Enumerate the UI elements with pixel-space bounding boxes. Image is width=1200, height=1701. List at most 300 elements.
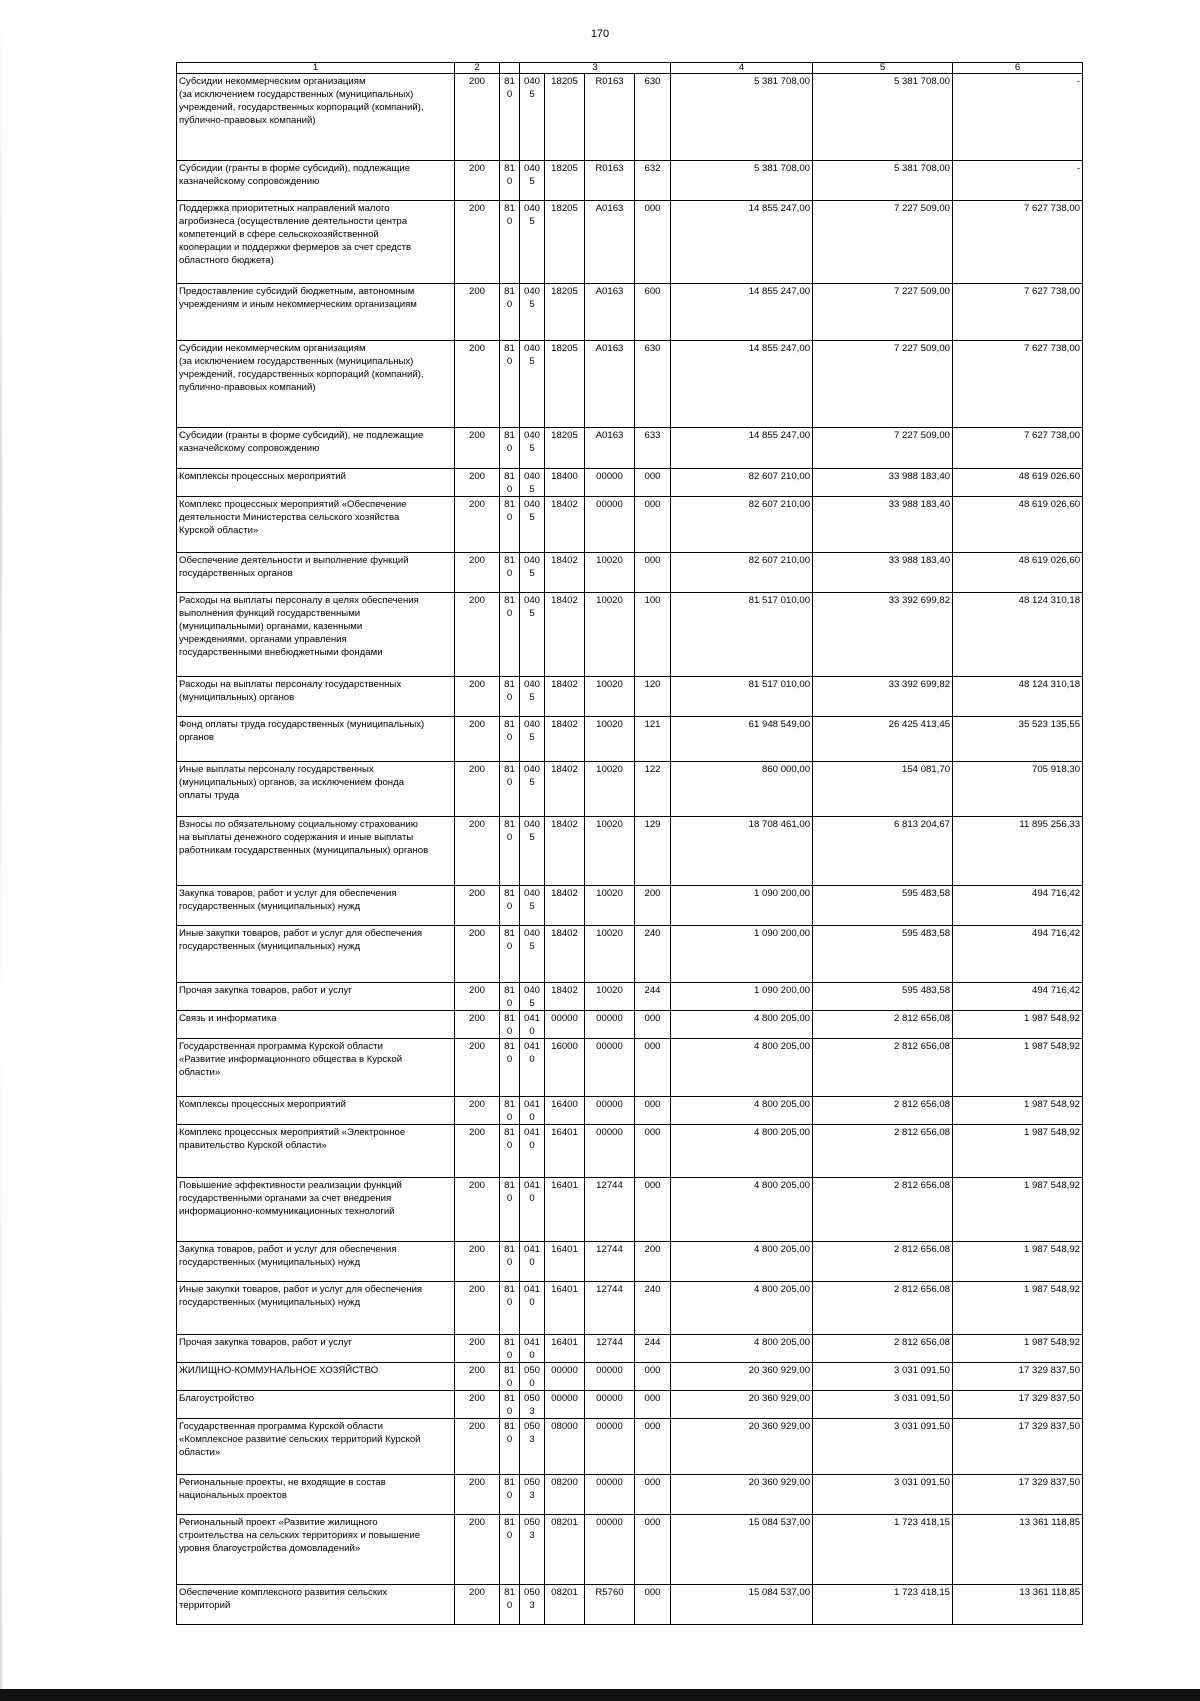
section-code: 0405 bbox=[520, 926, 545, 983]
amount-col5: 2 812 656,08 bbox=[813, 1178, 953, 1242]
program-code: 18402 bbox=[545, 762, 585, 817]
program-code: 18400 bbox=[545, 469, 585, 497]
direction-code: 12744 bbox=[585, 1282, 635, 1335]
expense-type-code: 000 bbox=[635, 497, 671, 553]
col2-code: 200 bbox=[455, 1419, 500, 1475]
direction-code: A0163 bbox=[585, 284, 635, 341]
expense-type-code: 000 bbox=[635, 553, 671, 593]
program-code: 00000 bbox=[545, 1363, 585, 1391]
table-row bbox=[177, 1419, 1083, 1475]
row-name: Повышение эффективности реализации функций государственными органами за счет внедрения информационно-коммуникационных технологий bbox=[177, 1178, 455, 1242]
amount-col4: 82 607 210,00 bbox=[671, 553, 813, 593]
table-row bbox=[177, 553, 1083, 593]
amount-col6: 17 329 837,50 bbox=[953, 1391, 1083, 1419]
amount-col4: 15 084 537,00 bbox=[671, 1515, 813, 1585]
amount-col5: 5 381 708,00 bbox=[813, 161, 953, 201]
amount-col6: 705 918,30 bbox=[953, 762, 1083, 817]
amount-col6: 48 124 310,18 bbox=[953, 593, 1083, 677]
program-code: 18402 bbox=[545, 677, 585, 717]
expense-type-code: 633 bbox=[635, 428, 671, 469]
row-name: Предоставление субсидий бюджетным, автономным учреждениям и иным некоммерческим организациям bbox=[177, 284, 455, 341]
program-code: 16000 bbox=[545, 1039, 585, 1097]
scan-left-edge bbox=[0, 0, 2, 1701]
program-code: 18402 bbox=[545, 717, 585, 762]
amount-col6: 1 987 548,92 bbox=[953, 1039, 1083, 1097]
amount-col4: 18 708 461,00 bbox=[671, 817, 813, 886]
col2-code: 200 bbox=[455, 1475, 500, 1515]
col2-code: 200 bbox=[455, 341, 500, 428]
program-code: 18402 bbox=[545, 983, 585, 1011]
amount-col4: 1 090 200,00 bbox=[671, 983, 813, 1011]
expense-type-code: 000 bbox=[635, 201, 671, 284]
expense-type-code: 240 bbox=[635, 926, 671, 983]
gov-code: 810 bbox=[500, 983, 520, 1011]
direction-code: 10020 bbox=[585, 886, 635, 926]
table-row bbox=[177, 1125, 1083, 1178]
amount-col4: 4 800 205,00 bbox=[671, 1097, 813, 1125]
table-row bbox=[177, 1282, 1083, 1335]
amount-col4: 4 800 205,00 bbox=[671, 1039, 813, 1097]
table-row bbox=[177, 1363, 1083, 1391]
section-code: 0503 bbox=[520, 1515, 545, 1585]
amount-col5: 26 425 413,45 bbox=[813, 717, 953, 762]
section-code: 0405 bbox=[520, 428, 545, 469]
program-code: 08201 bbox=[545, 1585, 585, 1625]
section-code: 0405 bbox=[520, 677, 545, 717]
row-name: Региональные проекты, не входящие в состав национальных проектов bbox=[177, 1475, 455, 1515]
row-name: Благоустройство bbox=[177, 1391, 455, 1419]
table-row bbox=[177, 201, 1083, 284]
direction-code: 10020 bbox=[585, 983, 635, 1011]
program-code: 18205 bbox=[545, 74, 585, 161]
scan-bottom-bar bbox=[0, 1689, 1200, 1701]
col2-code: 200 bbox=[455, 926, 500, 983]
amount-col5: 1 723 418,15 bbox=[813, 1585, 953, 1625]
gov-code: 810 bbox=[500, 677, 520, 717]
gov-code: 810 bbox=[500, 1039, 520, 1097]
row-name: Фонд оплаты труда государственных (муниципальных) органов bbox=[177, 717, 455, 762]
header-cell-1: 1 bbox=[177, 63, 455, 74]
col2-code: 200 bbox=[455, 677, 500, 717]
row-name: Обеспечение деятельности и выполнение функций государственных органов bbox=[177, 553, 455, 593]
table-row bbox=[177, 1515, 1083, 1585]
gov-code: 810 bbox=[500, 1011, 520, 1039]
amount-col4: 82 607 210,00 bbox=[671, 497, 813, 553]
col2-code: 200 bbox=[455, 886, 500, 926]
program-code: 16401 bbox=[545, 1242, 585, 1282]
expense-type-code: 000 bbox=[635, 1178, 671, 1242]
table-row bbox=[177, 284, 1083, 341]
table-row bbox=[177, 717, 1083, 762]
direction-code: A0163 bbox=[585, 428, 635, 469]
amount-col6: 1 987 548,92 bbox=[953, 1097, 1083, 1125]
direction-code: 00000 bbox=[585, 1125, 635, 1178]
table-row bbox=[177, 341, 1083, 428]
row-name: Обеспечение комплексного развития сельских территорий bbox=[177, 1585, 455, 1625]
expense-type-code: 100 bbox=[635, 593, 671, 677]
col2-code: 200 bbox=[455, 762, 500, 817]
expense-type-code: 000 bbox=[635, 1363, 671, 1391]
expense-type-code: 000 bbox=[635, 1585, 671, 1625]
amount-col6: 1 987 548,92 bbox=[953, 1242, 1083, 1282]
budget-table bbox=[176, 62, 1083, 1625]
section-code: 0503 bbox=[520, 1585, 545, 1625]
amount-col6: - bbox=[953, 161, 1083, 201]
row-name: ЖИЛИЩНО-КОММУНАЛЬНОЕ ХОЗЯЙСТВО bbox=[177, 1363, 455, 1391]
program-code: 16401 bbox=[545, 1282, 585, 1335]
row-name: Комплекс процессных мероприятий «Электронное правительство Курской области» bbox=[177, 1125, 455, 1178]
amount-col4: 81 517 010,00 bbox=[671, 677, 813, 717]
section-code: 0410 bbox=[520, 1242, 545, 1282]
row-name: Государственная программа Курской области «Развитие информационного общества в Курской области» bbox=[177, 1039, 455, 1097]
col2-code: 200 bbox=[455, 1039, 500, 1097]
amount-col5: 2 812 656,08 bbox=[813, 1242, 953, 1282]
amount-col4: 14 855 247,00 bbox=[671, 341, 813, 428]
section-code: 0410 bbox=[520, 1335, 545, 1363]
table-row bbox=[177, 593, 1083, 677]
expense-type-code: 000 bbox=[635, 1515, 671, 1585]
amount-col4: 15 084 537,00 bbox=[671, 1585, 813, 1625]
header-cell-2: 2 bbox=[455, 63, 500, 74]
direction-code: 00000 bbox=[585, 1391, 635, 1419]
amount-col6: 7 627 738,00 bbox=[953, 341, 1083, 428]
direction-code: 00000 bbox=[585, 1515, 635, 1585]
amount-col6: 494 716,42 bbox=[953, 983, 1083, 1011]
table-row bbox=[177, 469, 1083, 497]
row-name: Иные закупки товаров, работ и услуг для обеспечения государственных (муниципальных) нужд bbox=[177, 926, 455, 983]
gov-code: 810 bbox=[500, 1585, 520, 1625]
section-code: 0405 bbox=[520, 717, 545, 762]
direction-code: 10020 bbox=[585, 593, 635, 677]
amount-col6: 13 361 118,85 bbox=[953, 1515, 1083, 1585]
expense-type-code: 630 bbox=[635, 74, 671, 161]
gov-code: 810 bbox=[500, 1125, 520, 1178]
gov-code: 810 bbox=[500, 1419, 520, 1475]
gov-code: 810 bbox=[500, 553, 520, 593]
row-name: Взносы по обязательному социальному страхованию на выплаты денежного содержания и иные выплаты работникам государственных (муниципальных) органов bbox=[177, 817, 455, 886]
amount-col6: 1 987 548,92 bbox=[953, 1282, 1083, 1335]
amount-col5: 595 483,58 bbox=[813, 983, 953, 1011]
amount-col5: 3 031 091,50 bbox=[813, 1363, 953, 1391]
section-code: 0410 bbox=[520, 1125, 545, 1178]
amount-col6: 494 716,42 bbox=[953, 886, 1083, 926]
amount-col5: 6 813 204,67 bbox=[813, 817, 953, 886]
amount-col6: 494 716,42 bbox=[953, 926, 1083, 983]
amount-col6: 13 361 118,85 bbox=[953, 1585, 1083, 1625]
section-code: 0405 bbox=[520, 341, 545, 428]
gov-code: 810 bbox=[500, 593, 520, 677]
direction-code: R0163 bbox=[585, 74, 635, 161]
amount-col4: 4 800 205,00 bbox=[671, 1335, 813, 1363]
gov-code: 810 bbox=[500, 1242, 520, 1282]
section-code: 0405 bbox=[520, 497, 545, 553]
row-name: Субсидии (гранты в форме субсидий), не подлежащие казначейскому сопровождению bbox=[177, 428, 455, 469]
program-code: 18402 bbox=[545, 886, 585, 926]
amount-col6: 48 124 310,18 bbox=[953, 677, 1083, 717]
program-code: 18205 bbox=[545, 284, 585, 341]
gov-code: 810 bbox=[500, 497, 520, 553]
expense-type-code: 632 bbox=[635, 161, 671, 201]
amount-col6: 48 619 026,60 bbox=[953, 497, 1083, 553]
direction-code: 00000 bbox=[585, 497, 635, 553]
amount-col4: 1 090 200,00 bbox=[671, 926, 813, 983]
amount-col6: 48 619 026,60 bbox=[953, 553, 1083, 593]
direction-code: 10020 bbox=[585, 817, 635, 886]
direction-code: 10020 bbox=[585, 677, 635, 717]
header-cell-3: 3 bbox=[520, 63, 671, 74]
amount-col6: 17 329 837,50 bbox=[953, 1419, 1083, 1475]
gov-code: 810 bbox=[500, 469, 520, 497]
row-name: Поддержка приоритетных направлений малого агробизнеса (осуществление деятельности центра компетенций в сфере сельскохозяйственной кооперации и поддержки фермеров за счет средств областного бюджета) bbox=[177, 201, 455, 284]
direction-code: 10020 bbox=[585, 717, 635, 762]
section-code: 0405 bbox=[520, 74, 545, 161]
page-number: 170 bbox=[590, 28, 610, 40]
amount-col6: 17 329 837,50 bbox=[953, 1475, 1083, 1515]
amount-col4: 4 800 205,00 bbox=[671, 1178, 813, 1242]
amount-col5: 595 483,58 bbox=[813, 886, 953, 926]
amount-col4: 20 360 929,00 bbox=[671, 1475, 813, 1515]
amount-col4: 4 800 205,00 bbox=[671, 1125, 813, 1178]
section-code: 0410 bbox=[520, 1282, 545, 1335]
col2-code: 200 bbox=[455, 428, 500, 469]
program-code: 18205 bbox=[545, 428, 585, 469]
amount-col4: 4 800 205,00 bbox=[671, 1242, 813, 1282]
direction-code: A0163 bbox=[585, 201, 635, 284]
expense-type-code: 000 bbox=[635, 1475, 671, 1515]
expense-type-code: 244 bbox=[635, 983, 671, 1011]
amount-col6: 1 987 548,92 bbox=[953, 1335, 1083, 1363]
row-name: Расходы на выплаты персоналу государственных (муниципальных) органов bbox=[177, 677, 455, 717]
direction-code: 00000 bbox=[585, 469, 635, 497]
col2-code: 200 bbox=[455, 1011, 500, 1039]
gov-code: 810 bbox=[500, 341, 520, 428]
amount-col5: 2 812 656,08 bbox=[813, 1282, 953, 1335]
amount-col5: 33 988 183,40 bbox=[813, 469, 953, 497]
gov-code: 810 bbox=[500, 1391, 520, 1419]
gov-code: 810 bbox=[500, 1335, 520, 1363]
program-code: 08000 bbox=[545, 1419, 585, 1475]
row-name: Комплексы процессных мероприятий bbox=[177, 1097, 455, 1125]
amount-col4: 81 517 010,00 bbox=[671, 593, 813, 677]
amount-col5: 7 227 509,00 bbox=[813, 201, 953, 284]
amount-col6: 17 329 837,50 bbox=[953, 1363, 1083, 1391]
gov-code: 810 bbox=[500, 886, 520, 926]
amount-col5: 33 988 183,40 bbox=[813, 553, 953, 593]
budget-table-body bbox=[177, 63, 1083, 1625]
program-code: 16401 bbox=[545, 1125, 585, 1178]
section-code: 0405 bbox=[520, 284, 545, 341]
expense-type-code: 200 bbox=[635, 886, 671, 926]
direction-code: 12744 bbox=[585, 1178, 635, 1242]
table-row bbox=[177, 1097, 1083, 1125]
section-code: 0503 bbox=[520, 1419, 545, 1475]
amount-col6: 7 627 738,00 bbox=[953, 201, 1083, 284]
gov-code: 810 bbox=[500, 762, 520, 817]
col2-code: 200 bbox=[455, 1335, 500, 1363]
table-row bbox=[177, 161, 1083, 201]
section-code: 0405 bbox=[520, 593, 545, 677]
amount-col4: 14 855 247,00 bbox=[671, 201, 813, 284]
col2-code: 200 bbox=[455, 1242, 500, 1282]
program-code: 18402 bbox=[545, 817, 585, 886]
direction-code: 10020 bbox=[585, 553, 635, 593]
direction-code: 12744 bbox=[585, 1242, 635, 1282]
gov-code: 810 bbox=[500, 1475, 520, 1515]
col2-code: 200 bbox=[455, 1097, 500, 1125]
table-row bbox=[177, 1391, 1083, 1419]
direction-code: 00000 bbox=[585, 1475, 635, 1515]
col2-code: 200 bbox=[455, 1585, 500, 1625]
expense-type-code: 000 bbox=[635, 1125, 671, 1178]
program-code: 18205 bbox=[545, 161, 585, 201]
amount-col5: 3 031 091,50 bbox=[813, 1391, 953, 1419]
amount-col4: 860 000,00 bbox=[671, 762, 813, 817]
program-code: 16400 bbox=[545, 1097, 585, 1125]
amount-col5: 2 812 656,08 bbox=[813, 1335, 953, 1363]
amount-col5: 2 812 656,08 bbox=[813, 1125, 953, 1178]
direction-code: 00000 bbox=[585, 1039, 635, 1097]
section-code: 0410 bbox=[520, 1097, 545, 1125]
gov-code: 810 bbox=[500, 817, 520, 886]
amount-col4: 20 360 929,00 bbox=[671, 1363, 813, 1391]
table-row bbox=[177, 1178, 1083, 1242]
direction-code: 00000 bbox=[585, 1419, 635, 1475]
amount-col6: 7 627 738,00 bbox=[953, 284, 1083, 341]
expense-type-code: 122 bbox=[635, 762, 671, 817]
row-name: Региональный проект «Развитие жилищного строительства на сельских территориях и повышение уровня благоустройства домовладений» bbox=[177, 1515, 455, 1585]
col2-code: 200 bbox=[455, 717, 500, 762]
amount-col5: 33 392 699,82 bbox=[813, 677, 953, 717]
amount-col6: 1 987 548,92 bbox=[953, 1178, 1083, 1242]
row-name: Субсидии некоммерческим организациям (за исключением государственных (муниципальных) учреждений, государственных корпораций (компаний), публично-правовых компаний) bbox=[177, 341, 455, 428]
gov-code: 810 bbox=[500, 1097, 520, 1125]
amount-col5: 7 227 509,00 bbox=[813, 284, 953, 341]
header-cell-6: 6 bbox=[953, 63, 1083, 74]
col2-code: 200 bbox=[455, 1363, 500, 1391]
table-row bbox=[177, 817, 1083, 886]
section-code: 0410 bbox=[520, 1011, 545, 1039]
program-code: 18402 bbox=[545, 926, 585, 983]
section-code: 0410 bbox=[520, 1178, 545, 1242]
amount-col6: - bbox=[953, 74, 1083, 161]
table-row bbox=[177, 926, 1083, 983]
amount-col5: 2 812 656,08 bbox=[813, 1011, 953, 1039]
program-code: 18402 bbox=[545, 593, 585, 677]
program-code: 16401 bbox=[545, 1335, 585, 1363]
section-code: 0405 bbox=[520, 817, 545, 886]
amount-col5: 1 723 418,15 bbox=[813, 1515, 953, 1585]
program-code: 18205 bbox=[545, 341, 585, 428]
table-row bbox=[177, 1585, 1083, 1625]
col2-code: 200 bbox=[455, 817, 500, 886]
expense-type-code: 000 bbox=[635, 1097, 671, 1125]
gov-code: 810 bbox=[500, 1515, 520, 1585]
direction-code: 10020 bbox=[585, 926, 635, 983]
table-row bbox=[177, 1335, 1083, 1363]
gov-code: 810 bbox=[500, 717, 520, 762]
amount-col5: 7 227 509,00 bbox=[813, 428, 953, 469]
row-name: Субсидии (гранты в форме субсидий), подлежащие казначейскому сопровождению bbox=[177, 161, 455, 201]
direction-code: 10020 bbox=[585, 762, 635, 817]
row-name: Расходы на выплаты персоналу в целях обеспечения выполнения функций государственными (муниципальными) органами, казенными учреждениями, органами управления государственными внебюджетными фондами bbox=[177, 593, 455, 677]
expense-type-code: 600 bbox=[635, 284, 671, 341]
table-row bbox=[177, 762, 1083, 817]
header-cell-4: 4 bbox=[671, 63, 813, 74]
table-row bbox=[177, 428, 1083, 469]
table-row bbox=[177, 1475, 1083, 1515]
row-name: Прочая закупка товаров, работ и услуг bbox=[177, 1335, 455, 1363]
col2-code: 200 bbox=[455, 161, 500, 201]
program-code: 08201 bbox=[545, 1515, 585, 1585]
amount-col5: 2 812 656,08 bbox=[813, 1097, 953, 1125]
amount-col4: 5 381 708,00 bbox=[671, 74, 813, 161]
amount-col5: 154 081,70 bbox=[813, 762, 953, 817]
expense-type-code: 000 bbox=[635, 1011, 671, 1039]
gov-code: 810 bbox=[500, 201, 520, 284]
col2-code: 200 bbox=[455, 74, 500, 161]
amount-col4: 4 800 205,00 bbox=[671, 1011, 813, 1039]
program-code: 18205 bbox=[545, 201, 585, 284]
amount-col5: 7 227 509,00 bbox=[813, 341, 953, 428]
section-code: 0405 bbox=[520, 762, 545, 817]
amount-col5: 33 392 699,82 bbox=[813, 593, 953, 677]
table-row bbox=[177, 1011, 1083, 1039]
amount-col5: 3 031 091,50 bbox=[813, 1419, 953, 1475]
expense-type-code: 240 bbox=[635, 1282, 671, 1335]
row-name: Прочая закупка товаров, работ и услуг bbox=[177, 983, 455, 1011]
gov-code: 810 bbox=[500, 428, 520, 469]
row-name: Комплекс процессных мероприятий «Обеспечение деятельности Министерства сельского хозяйства Курской области» bbox=[177, 497, 455, 553]
table-row bbox=[177, 886, 1083, 926]
amount-col6: 7 627 738,00 bbox=[953, 428, 1083, 469]
direction-code: 12744 bbox=[585, 1335, 635, 1363]
gov-code: 810 bbox=[500, 1178, 520, 1242]
table-row bbox=[177, 1242, 1083, 1282]
amount-col4: 20 360 929,00 bbox=[671, 1391, 813, 1419]
table-row bbox=[177, 677, 1083, 717]
gov-code: 810 bbox=[500, 161, 520, 201]
direction-code: 00000 bbox=[585, 1363, 635, 1391]
col2-code: 200 bbox=[455, 497, 500, 553]
row-name: Государственная программа Курской области «Комплексное развитие сельских территорий Курской области» bbox=[177, 1419, 455, 1475]
amount-col6: 1 987 548,92 bbox=[953, 1011, 1083, 1039]
amount-col5: 5 381 708,00 bbox=[813, 74, 953, 161]
col2-code: 200 bbox=[455, 983, 500, 1011]
expense-type-code: 000 bbox=[635, 1391, 671, 1419]
expense-type-code: 000 bbox=[635, 469, 671, 497]
col2-code: 200 bbox=[455, 1391, 500, 1419]
amount-col6: 48 619 026,60 bbox=[953, 469, 1083, 497]
direction-code: A0163 bbox=[585, 341, 635, 428]
gov-code: 810 bbox=[500, 1282, 520, 1335]
table-row bbox=[177, 983, 1083, 1011]
gov-code: 810 bbox=[500, 284, 520, 341]
program-code: 16401 bbox=[545, 1178, 585, 1242]
row-name: Закупка товаров, работ и услуг для обеспечения государственных (муниципальных) нужд bbox=[177, 1242, 455, 1282]
section-code: 0410 bbox=[520, 1039, 545, 1097]
row-name: Закупка товаров, работ и услуг для обеспечения государственных (муниципальных) нужд bbox=[177, 886, 455, 926]
program-code: 18402 bbox=[545, 553, 585, 593]
col2-code: 200 bbox=[455, 1282, 500, 1335]
section-code: 0405 bbox=[520, 161, 545, 201]
section-code: 0405 bbox=[520, 886, 545, 926]
gov-code: 810 bbox=[500, 74, 520, 161]
expense-type-code: 000 bbox=[635, 1039, 671, 1097]
expense-type-code: 000 bbox=[635, 1419, 671, 1475]
direction-code: R0163 bbox=[585, 161, 635, 201]
col2-code: 200 bbox=[455, 553, 500, 593]
amount-col5: 3 031 091,50 bbox=[813, 1475, 953, 1515]
